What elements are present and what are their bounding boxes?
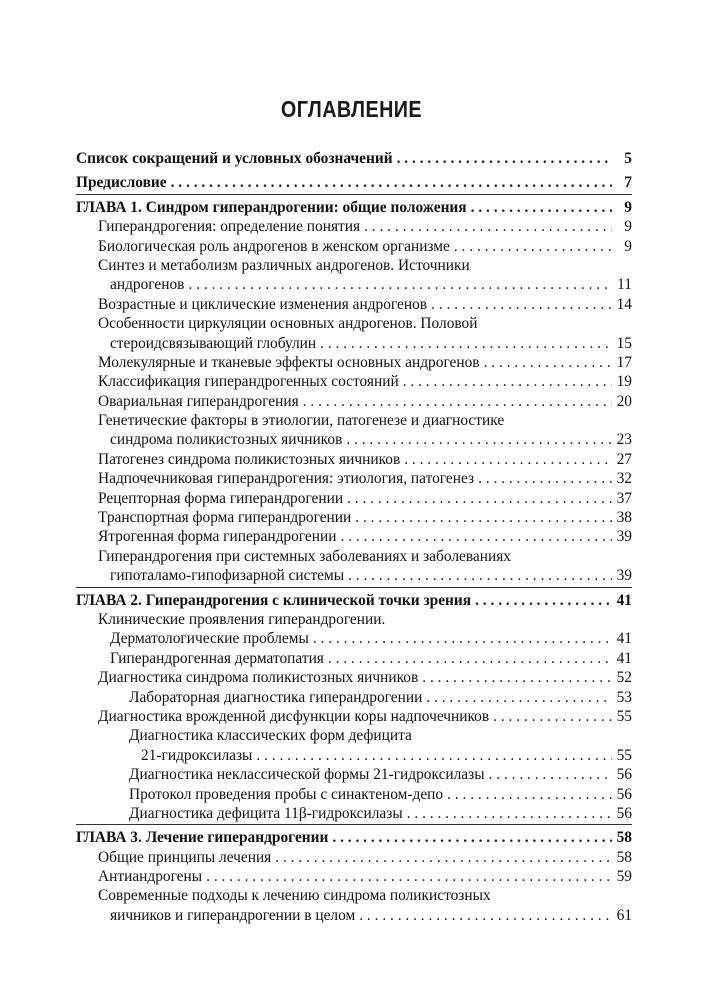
- toc-entry: [76, 649, 632, 668]
- toc-entry: [76, 173, 632, 192]
- dot-leader: [422, 668, 612, 687]
- toc-entry-title: Молекулярные и тканевые эффекты основных андрогенов: [98, 353, 480, 371]
- toc-entry: [76, 848, 632, 867]
- dot-leader: [478, 469, 612, 488]
- toc-entry-title: Список сокращений и условных обозначений: [76, 150, 393, 167]
- toc-entry-page: 17: [616, 353, 632, 371]
- dot-leader: [489, 765, 612, 784]
- toc-entry: [76, 392, 632, 411]
- toc-entry: [76, 566, 632, 585]
- toc-entry: [76, 295, 632, 314]
- toc-entry: [76, 527, 632, 546]
- dot-leader: [475, 591, 612, 610]
- toc-entry-title: Клинические проявления гиперандрогении.: [98, 610, 386, 628]
- toc-entry-title: Классификация гиперандрогенных состояний: [98, 373, 399, 391]
- section-divider: [76, 194, 632, 195]
- toc-entry-page: 56: [616, 785, 632, 803]
- toc-entry-title: Транспортная форма гиперандрогении: [98, 509, 352, 527]
- toc-entry-page: 38: [616, 509, 632, 527]
- toc-entry-title: Предисловие: [76, 174, 167, 192]
- section-divider: [76, 587, 632, 588]
- toc-entry: [76, 629, 632, 648]
- toc-entry: [76, 217, 632, 236]
- dot-leader: [493, 707, 612, 726]
- toc-entry-page: 14: [616, 295, 632, 313]
- dot-leader: [355, 508, 612, 527]
- toc-entry-page: 19: [616, 373, 632, 391]
- toc-entry-page: 55: [616, 707, 632, 725]
- toc-entry-title: Диагностика классических форм дефицита: [129, 727, 412, 745]
- toc-entry-title: Генетические факторы в этиологии, патогенезе и диагностике: [98, 412, 505, 430]
- toc-entry: [76, 372, 632, 391]
- toc-entry: [76, 688, 632, 707]
- toc-entry-title: Диагностика неклассической формы 21-гидроксилазы: [129, 766, 485, 784]
- toc-entry-page: 55: [616, 746, 632, 764]
- dot-leader: [359, 906, 612, 925]
- toc-entry: [76, 867, 632, 886]
- toc-entry: [76, 469, 632, 488]
- toc-entry: [76, 765, 632, 784]
- toc-entry: [76, 275, 632, 294]
- toc-entry-title: ГЛАВА 3. Лечение гиперандрогении: [76, 829, 329, 847]
- toc-entry-title: Лабораторная диагностика гиперандрогении: [129, 688, 423, 706]
- dot-leader: [407, 804, 612, 823]
- toc-entry-title-continued: андрогенов: [110, 276, 185, 294]
- toc-entry: [76, 906, 632, 925]
- dot-leader: [332, 828, 612, 847]
- toc-entry-title: Диагностика врожденной дисфункции коры надпочечников: [98, 707, 490, 725]
- dot-leader: [364, 217, 612, 236]
- dot-leader: [447, 785, 612, 804]
- toc-entry-title: Возрастные и циклические изменения андрогенов: [98, 295, 428, 313]
- dot-leader: [188, 275, 612, 294]
- toc-entry-title: Синтез и метаболизм различных андрогенов. Источники: [98, 256, 470, 274]
- toc-entry-page: 59: [616, 868, 632, 886]
- dot-leader: [328, 649, 612, 668]
- toc-chapter: [76, 198, 632, 217]
- toc-entry: [76, 746, 632, 765]
- toc-entry-title-continued: синдрома поликистозных яичников: [110, 431, 343, 449]
- toc-entry-page: 39: [616, 528, 632, 546]
- toc-entry-title: Надпочечниковая гиперандрогения: этиология, патогенез: [98, 470, 475, 488]
- toc-entry-page: 37: [616, 489, 632, 507]
- toc-entry: [76, 450, 632, 469]
- toc-entry-page: 32: [616, 470, 632, 488]
- toc-entry-page: 7: [624, 174, 632, 192]
- toc-entry-title: Патогенез синдрома поликистозных яичников: [98, 450, 401, 468]
- toc-entry: [76, 707, 632, 726]
- toc-entry-title: Гиперандрогения при системных заболеваниях и заболеваниях: [98, 547, 511, 565]
- toc-entry-title-continued: 21-гидроксилазы: [141, 746, 253, 764]
- toc-entry-title: Гиперандрогенная дерматопатия: [110, 649, 324, 667]
- dot-leader: [454, 237, 612, 256]
- toc-entry-page: 56: [616, 766, 632, 784]
- toc-entry-page: 23: [616, 431, 632, 449]
- toc-entry-page: 11: [617, 276, 632, 294]
- toc-entry-page: 58: [616, 848, 632, 866]
- dot-leader: [303, 392, 612, 411]
- toc-entry: [76, 353, 632, 372]
- section-divider: [76, 824, 632, 825]
- toc-entry: [76, 237, 632, 256]
- toc-entry: [76, 785, 632, 804]
- toc-entry-title: Антиандрогены: [98, 868, 203, 886]
- toc-entry-page: 56: [616, 804, 632, 822]
- toc-entry-title-continued: стероидсвязывающий глобулин: [110, 334, 317, 352]
- dot-leader: [313, 629, 612, 648]
- toc-entry-title: Общие принципы лечения: [98, 848, 272, 866]
- toc-entry-page: 41: [616, 591, 632, 609]
- dot-leader: [320, 334, 612, 353]
- toc-entry-title: Современные подходы к лечению синдрома поликистозных: [98, 887, 491, 905]
- dot-leader: [471, 198, 612, 217]
- dot-leader: [431, 295, 612, 314]
- toc-entry-title: Овариальная гиперандрогения: [98, 392, 299, 410]
- toc-entry: [76, 430, 632, 449]
- dot-leader: [484, 353, 612, 372]
- dot-leader: [171, 173, 612, 192]
- dot-leader: [347, 489, 612, 508]
- toc-entry-title: ГЛАВА 2. Гиперандрогения с клинической точки зрения: [76, 591, 472, 609]
- dot-leader: [256, 746, 612, 765]
- dot-leader: [348, 566, 612, 585]
- toc-entry: [76, 668, 632, 687]
- toc-entry-page: 9: [624, 237, 632, 255]
- toc-entry: [76, 489, 632, 508]
- toc-entry-page: 58: [616, 829, 632, 847]
- toc-entry: [76, 804, 632, 823]
- toc-entry-page: 5: [624, 150, 632, 167]
- toc-entry-title: Биологическая роль андрогенов в женском организме: [98, 237, 450, 255]
- dot-leader: [404, 450, 612, 469]
- toc-entry-page: 39: [616, 567, 632, 585]
- toc-entry-title: Ятрогенная форма гиперандрогении: [98, 528, 337, 546]
- dot-leader: [403, 372, 612, 391]
- dot-leader: [346, 430, 612, 449]
- toc-entry-title-continued: яичников и гиперандрогении в целом: [110, 906, 356, 924]
- toc-entry-title: Диагностика синдрома поликистозных яичников: [98, 669, 419, 687]
- dot-leader: [340, 527, 612, 546]
- toc-entry-title: Гиперандрогения: определение понятия: [98, 218, 361, 236]
- page-title: ОГЛАВЛЕНИЕ: [280, 96, 423, 122]
- toc-entry-title: Протокол проведения пробы с синактеном-депо: [129, 785, 444, 803]
- toc-entry-page: 41: [616, 649, 632, 667]
- toc-entry-title: ГЛАВА 1. Синдром гиперандрогении: общие положения: [76, 198, 467, 216]
- toc-entry-page: 15: [616, 334, 632, 352]
- table-of-contents: [76, 149, 632, 925]
- toc-chapter: [76, 828, 632, 847]
- toc-chapter: [76, 591, 632, 610]
- toc-entry-title: Особенности циркуляции основных андрогенов. Половой: [98, 315, 478, 333]
- dot-leader: [275, 848, 612, 867]
- dot-leader: [426, 688, 612, 707]
- dot-leader: [397, 149, 612, 168]
- toc-entry-page: 9: [624, 198, 632, 216]
- toc-entry-page: 20: [616, 392, 632, 410]
- toc-entry-page: 53: [616, 688, 632, 706]
- toc-entry-title: Диагностика дефицита 11β-гидроксилазы: [129, 804, 403, 822]
- toc-entry-page: 9: [624, 218, 632, 236]
- toc-entry-title-continued: гипоталамо-гипофизарной системы: [110, 567, 345, 585]
- toc-entry-title-continued: Дерматологические проблемы: [110, 630, 309, 648]
- toc-entry: [76, 508, 632, 527]
- toc-entry-page: 41: [616, 630, 632, 648]
- toc-entry-title: Рецепторная форма гиперандрогении: [98, 489, 344, 507]
- toc-entry: [76, 149, 632, 168]
- toc-entry-page: 61: [616, 906, 632, 924]
- toc-entry: [76, 334, 632, 353]
- toc-entry-page: 52: [616, 669, 632, 687]
- dot-leader: [206, 867, 612, 886]
- toc-entry-page: 27: [616, 450, 632, 468]
